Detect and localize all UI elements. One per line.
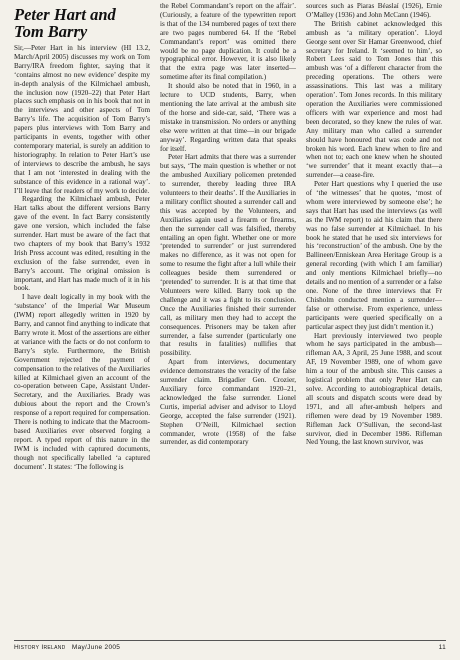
article-title: Peter Hart and Tom Barry [14,5,116,41]
paragraph: It should also be noted that in 1960, in a lecture to UCD students, Barry, when mentioning the late arrival at the ambush site of the horse and side-car, said, ‘There was a mistake in transmission. No orders or anything else were written at that time—in our brigade anyway’. Regarding written data that speaks for itself. [160,82,296,153]
text-column-3 [306,2,442,634]
paragraph: Apart from interviews, documentary evidence demonstrates the veracity of the false surrender claim. Brigadier Gen. Crozier, Auxiliary force commandant 1920–21, acknowledged the false surrender. Lionel Curtis, imperial adviser and advisor to Lloyd George, accepted the false surrender (1921). Stephen O’Neill, Kilmichael section commander, wrote (1958) of the false surrender, as did contemporary [160,358,296,447]
paragraph: Peter Hart admits that there was a surrender but says, ‘The main question is whether or not the ambushed Auxiliary policemen pretended to surrender, thereby leading three IRA volunteers to their deaths’. If the Auxiliaries in a military conflict shouted a surrender call and this was accepted by the Volunteers, and Auxiliaries again used a firearm or firearms, then the surrender call was falsified, thereby entailing an open fight. Whether one or more ‘pretended to surrender’ or just surrendered makes no difference, as it was not open for some to resume the fight after a lull while their colleagues beside them surrendered or ‘pretended’ to surrender. It is at that time that Volunteers were killed. Barry took up the challenge and it was a fight to its conclusion. Once the Auxiliaries finished their surrender call, as military men they had to accept the consequences. Prisoners may be taken after surrender, a false surrender (particularly one that results in fatalities) nullifies that possibility. [160,153,296,358]
paragraph: The British cabinet acknowledged this ambush as ‘a military operation’. Lloyd George sent over Sir Hamar Greenwood, chief secretary for Ireland. It ‘seemed to him’, so Robert Lees said to Tom Jones that this ambush was ‘of a different character from the preceding operations. The others were assassinations. This last was a military operation’. Tom Jones records. In this military operation the Auxiliaries were commissioned officers with war experience and most had been decorated, so they knew the rules of war. Any military man who called a surrender should have honoured that was code and not broken his word. Each knew when to fire and when not to; each one knew when he shouted ‘we surrender’ that it meant exactly that—a surrender—a cease-fire. [306,19,442,180]
paragraph: Hart previously interviewed two people whom he says participated in the ambush—rifleman AA, 3 April, 25 June 1988, and scout AF, 19 November 1989, one of whom gave him a tour of the ambush site. This causes a logistical problem that only Peter Hart can solve. According to autobiographical details, all scouts and dispatch scouts were dead by 1971, and all after-ambush helpers and riflemen were dead by 19 November 1989. Rifleman Jack O’Sullivan, the second-last survivor, died in December 1986. Rifleman Ned Young, the last known survivor, was [306,331,442,447]
footer-issue-date: May/June 2005 [71,643,121,651]
paragraph: Peter Hart questions why I queried the use of ‘the witnesses’ that he quotes, ‘most of whom were interviewed by someone else’; he says that Hart has used the interviews (as well as the IWM report) to aid his claim that there was no false surrender at Kilmichael. In his book he stated that he used six interviews for his ‘reconstruction’ of the ambush. One by the Ballineen/Enniskean Area Heritage Group is a general recording (with which I am familiar) and only mentions Kilmichael briefly—no details and no mention of a surrender or a false one. None of the three interviews that Fr Chisholm conducted mention a surrender—false or otherwise. From experience, unless participants were queried specifically on a particular aspect they just didn’t mention it.) [306,180,442,331]
footer-publication [14,644,120,651]
page-footer [14,640,446,653]
page-number: 11 [438,643,446,651]
paragraph: Regarding the Kilmichael ambush, Peter Hart talks about the different versions Barry gave of the event. In fact Barry consistently gave one version, which included the false surrender. Hart must be aware of the fact that two chapters of my book that Barry’s 1932 Irish Press account was edited, resulting in the exclusion of the false surrender, even in Barry’s account. The original omission is important, and Hart has made much of it in his book. [14,195,150,293]
text-column-2 [160,2,296,634]
text-column-1 [14,44,150,634]
paragraph: I have dealt logically in my book with the ‘substance’ of the Imperial War Museum (IWM) report allegedly written in 1920 by Barry, and cannot find anything to indicate that Barry wrote it. Most of the assertions are either at variance with the facts or do not conform to Barry’s style. Furthermore, the British Government rejected the payment of compensation to the relatives of the Auxiliaries killed at Kilmichael given an account of the co-operation between Cape, Assistant Under-Secretary, and the Auxiliaries. Brady was dubious about the report and the Crown’s response of a report required for compensation. There is nothing to indicate that the Macroom-based Auxiliaries ever observed forging a report. A typed report of this nature in the IWM is included with captured documents, though not specifically labelled ‘a captured document’. It states: ‘The following is [14,293,150,471]
paragraph: the Rebel Commandant’s report on the affair’. (Curiously, a feature of the typewritten report is that of the 134 numbered pages of text there are two pages numbered 64. If the ‘Rebel Commandant’s report’ was omitted there would be no page duplication. It could be a typographical error. However, it is also likely that the extra page was later inserted—sometime after its final compilation.) [160,2,296,82]
paragraph: Sir,—Peter Hart in his interview (HI 13.2, March/April 2005) discusses my work on Tom Barry/IRA freedom fighter, saying that it ‘contains almost no new evidence’ despite my in-depth analysis of the Kilmichael ambush, the inclusion now (1920–22) that Peter Hart places such emphasis on in his book that not in the interviews and other aspects of Tom Barry’s life. The acquisition of Tom Barry’s papers plus interviews with Tom Barry and participants in events, together with other contemporary material, is surely an addition to historiography. In relation to Peter Hart’s use of interviews to describe the ambush, he says that I am not ‘interested in dealing with the substance of this evidence in a rational way’. I’ll leave that for readers of my work to decide. [14,44,150,195]
footer-magazine-name: History Ireland [14,643,66,651]
paragraph: sources such as Piaras Béaslaí (1926), Ernie O’Malley (1936) and John McCann (1946). [306,2,442,19]
